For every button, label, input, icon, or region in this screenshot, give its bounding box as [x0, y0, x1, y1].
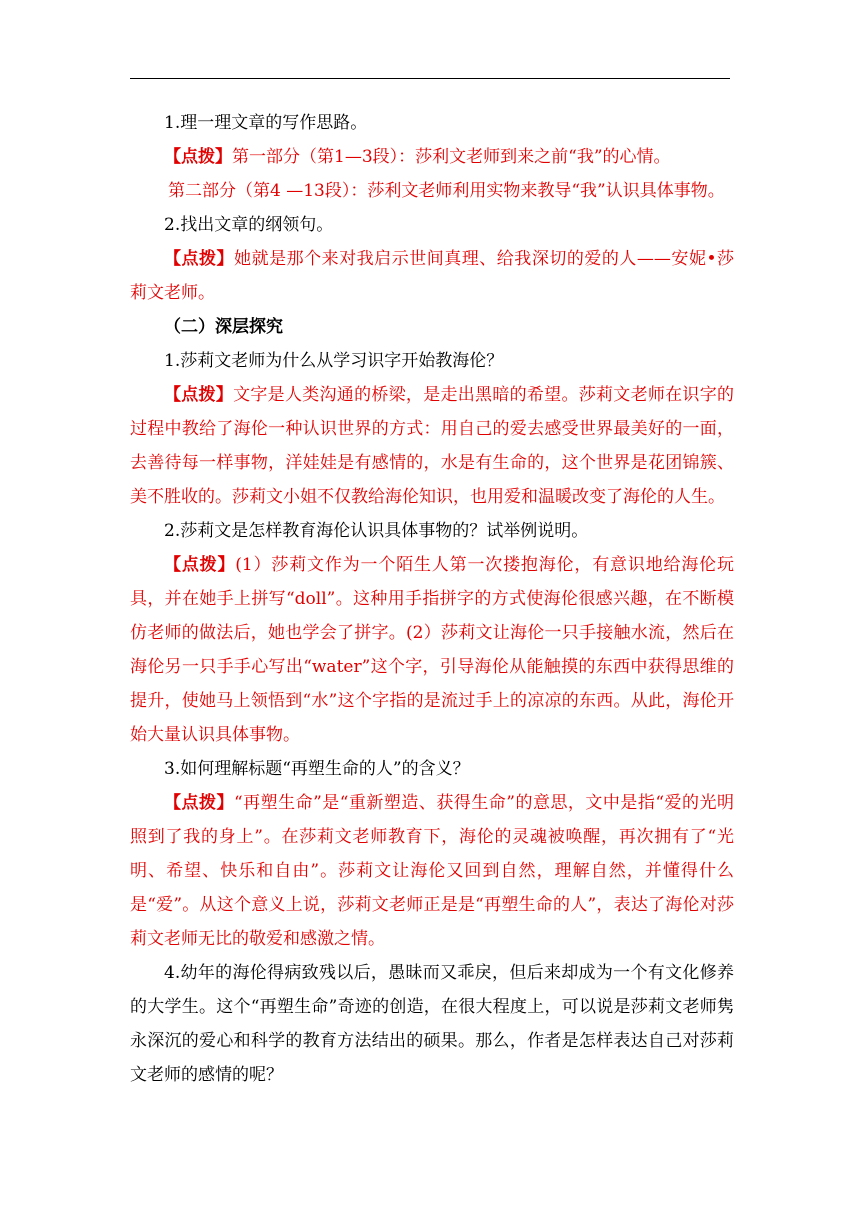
question-2: 2.找出文章的纲领句。: [164, 215, 334, 235]
question-5: 3.如何理解标题“再塑生命的人”的含义？: [164, 759, 470, 779]
answer-text: 第一部分（第1—3段）：莎利文老师到来之前“我”的心情。: [232, 147, 671, 167]
question-1: 1.理一理文章的写作思路。: [164, 113, 368, 133]
question-4: 2.莎莉文是怎样教育海伦认识具体事物的？试举例说明。: [164, 521, 589, 541]
hint-tag: 【点拨】: [164, 385, 234, 405]
answer-3: [130, 378, 734, 514]
answer-4: [130, 548, 734, 752]
question-6: 4.幼年的海伦得病致残以后，愚昧而又乖戾，但后来却成为一个有文化修养的大学生。这个“再塑生命”奇迹的创造，在很大程度上，可以说是莎莉文老师隽永深沉的爱心和科学的教育方法结出的硕果。那么，作者是怎样表达自己对莎莉文老师的感情的呢？: [130, 963, 734, 1085]
document-body: [130, 106, 734, 1092]
answer-text: (1）莎莉文作为一个陌生人第一次搂抱海伦，有意识地给海伦玩具，并在她手上拼写“doll”。这种用手指拼字的方式使海伦很感兴趣，在不断模仿老师的做法后，她也学会了拼字。(2）莎莉文让海伦一只手接触水流，然后在海伦另一只手手心写出“water”这个字，引导海伦从能触摸的东西中获得思维的提升，使她马上领悟到“水”这个字指的是流过手上的凉凉的东西。从此，海伦开始大量认识具体事物。: [130, 555, 734, 745]
header-rule: [130, 78, 730, 79]
answer-text: 文字是人类沟通的桥梁，是走出黑暗的希望。莎莉文老师在识字的过程中教给了海伦一种认识世界的方式：用自己的爱去感受世界最美好的一面，去善待每一样事物，洋娃娃是有感情的，水是有生命的，这个世界是花团锦簇、美不胜收的。莎莉文小姐不仅教给海伦知识，也用爱和温暖改变了海伦的人生。: [130, 385, 734, 507]
hint-tag: 【点拨】: [164, 793, 234, 813]
answer-1-part-2: 第二部分（第4 —13段）：莎利文老师利用实物来教导“我”认识具体事物。: [168, 181, 725, 201]
answer-2: [130, 242, 734, 310]
answer-text: “再塑生命”是“重新塑造、获得生命”的意思，文中是指“爱的光明照到了我的身上”。在莎莉文老师教育下，海伦的灵魂被唤醒，再次拥有了“光明、希望、快乐和自由”。莎莉文让海伦又回到自然，理解自然，并懂得什么是“爱”。从这个意义上说，莎莉文老师正是是“再塑生命的人”，表达了海伦对莎莉文老师无比的敬爱和感激之情。: [130, 793, 734, 949]
answer-text: 她就是那个来对我启示世间真理、给我深切的爱的人——安妮•莎莉文老师。: [130, 249, 734, 303]
hint-tag: 【点拨】: [164, 555, 236, 575]
answer-1-part-1: [130, 140, 734, 174]
section-heading: （二）深层探究: [164, 317, 283, 337]
answer-5: [130, 786, 734, 956]
hint-tag: 【点拨】: [164, 249, 235, 269]
question-3: 1.莎莉文老师为什么从学习识字开始教海伦？: [164, 351, 504, 371]
hint-tag: 【点拨】: [164, 147, 232, 167]
